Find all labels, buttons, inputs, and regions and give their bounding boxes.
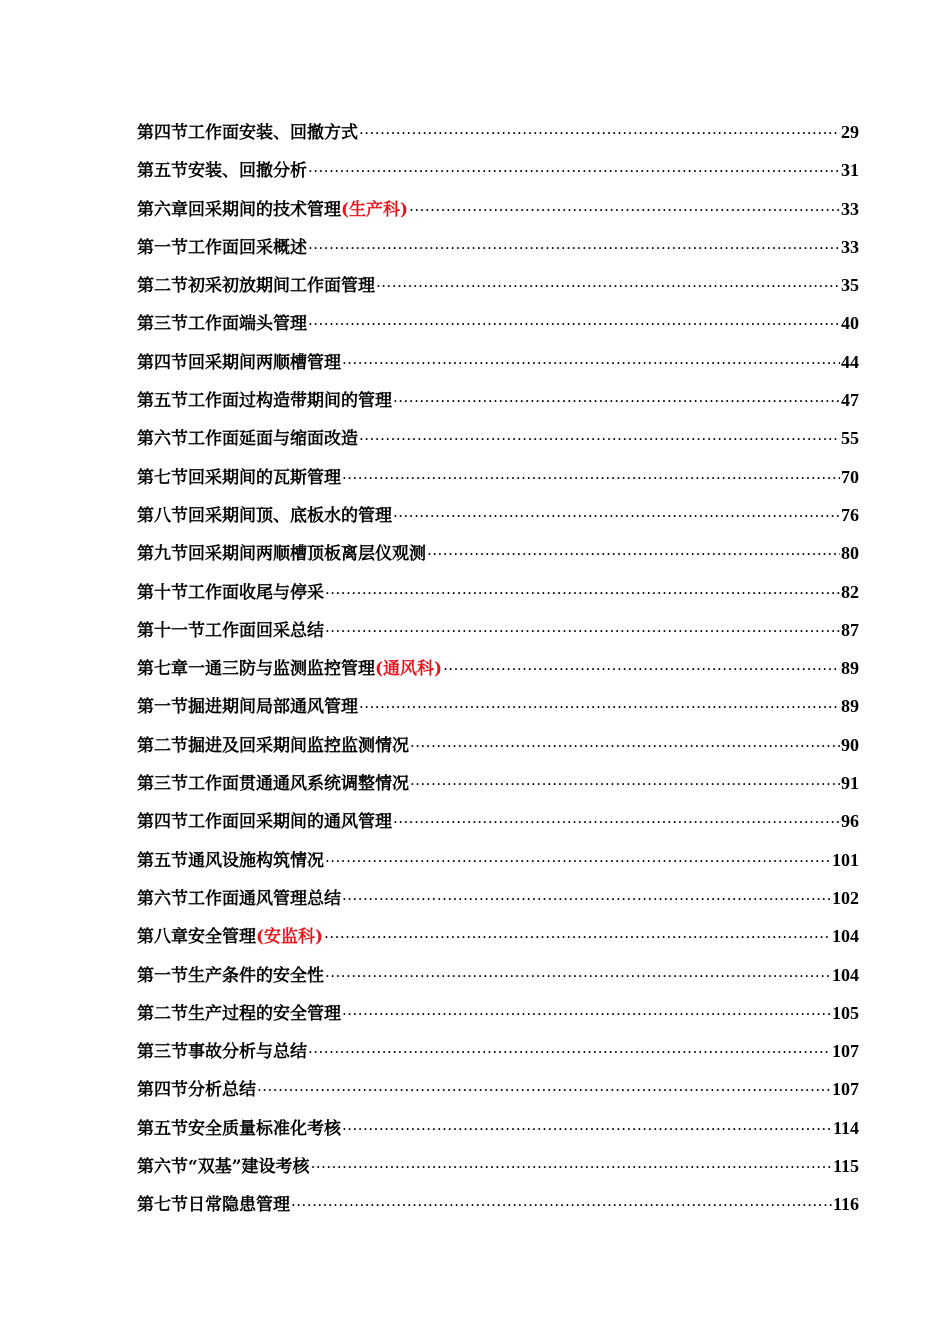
toc-dot-leader — [359, 124, 840, 142]
toc-dot-leader — [393, 507, 840, 525]
toc-dot-leader — [393, 813, 840, 831]
toc-entry-department: (通风科) — [375, 659, 443, 680]
toc-entry-label: 第七节 — [137, 467, 188, 488]
toc-entry-label: 第五节 — [137, 391, 188, 412]
toc-entry-label: 第六节 — [137, 888, 188, 909]
toc-entry[interactable] — [137, 271, 859, 309]
toc-entry-label: 第四节 — [137, 123, 188, 143]
toc-entry-label: 第五节 — [137, 850, 188, 871]
toc-entry-label: 第一节 — [137, 965, 188, 986]
toc-entry-title: 工作面回采概述 — [188, 237, 307, 258]
toc-entry-title: 事故分析与总结 — [188, 1042, 307, 1063]
toc-entry[interactable] — [137, 539, 859, 577]
toc-entry-title: 安装、回撤分析 — [188, 161, 307, 182]
toc-entry-page: 31 — [841, 160, 859, 181]
toc-entry-title: 一通三防与监测监控管理 — [188, 659, 375, 680]
toc-entry[interactable] — [137, 731, 859, 769]
toc-entry-title: 生产条件的安全性 — [188, 965, 324, 986]
toc-entry-page: 40 — [841, 313, 859, 334]
toc-entry-page: 55 — [841, 428, 859, 449]
toc-entry-title: “双基”建设考核 — [188, 1157, 310, 1178]
toc-dot-leader — [325, 852, 831, 870]
toc-entry-page: 101 — [832, 849, 859, 870]
toc-entry-chapter[interactable] — [137, 922, 859, 960]
toc-entry-department: (安监科) — [256, 927, 324, 948]
toc-dot-leader — [342, 354, 840, 372]
toc-entry-page: 87 — [841, 619, 859, 640]
toc-entry-chapter[interactable] — [137, 654, 859, 692]
toc-entry-title: 回采期间两顺槽管理 — [188, 352, 341, 373]
toc-entry-title: 通风设施构筑情况 — [188, 850, 324, 871]
toc-entry-page: 96 — [841, 811, 859, 832]
toc-entry-page: 105 — [832, 1002, 859, 1023]
toc-entry-label: 第五节 — [137, 1118, 188, 1139]
toc-entry-label: 第九节 — [137, 544, 188, 565]
toc-entry-department: (生产科) — [341, 199, 409, 220]
toc-entry[interactable] — [137, 501, 859, 539]
toc-entry-title: 日常隐患管理 — [188, 1195, 290, 1216]
toc-dot-leader — [257, 1081, 831, 1099]
toc-entry-label: 第五节 — [137, 161, 188, 182]
toc-entry-title: 工作面安装、回撤方式 — [188, 123, 358, 143]
toc-entry-title: 掘进及回采期间监控监测情况 — [188, 735, 409, 756]
toc-entry[interactable] — [137, 999, 859, 1037]
toc-entry[interactable] — [137, 348, 859, 386]
toc-dot-leader — [410, 775, 840, 793]
toc-dot-leader — [409, 201, 840, 219]
toc-dot-leader — [393, 392, 840, 410]
toc-entry-title: 工作面端头管理 — [188, 314, 307, 335]
toc-entry-page: 115 — [832, 1156, 859, 1177]
toc-entry[interactable] — [137, 807, 859, 845]
toc-dot-leader — [443, 660, 840, 678]
toc-entry[interactable] — [137, 118, 859, 156]
toc-entry-title: 回采期间的瓦斯管理 — [188, 467, 341, 488]
toc-entry-label: 第六章 — [137, 199, 188, 220]
toc-entry-title: 工作面收尾与停采 — [188, 582, 324, 603]
toc-entry-page: 91 — [841, 773, 859, 794]
toc-entry-title: 工作面通风管理总结 — [188, 888, 341, 909]
toc-entry-label: 第六节 — [137, 429, 188, 450]
toc-entry-title: 初采初放期间工作面管理 — [188, 276, 375, 297]
toc-entry-label: 第三节 — [137, 1042, 188, 1063]
toc-entry-title: 回采期间顶、底板水的管理 — [188, 505, 392, 526]
toc-entry-title: 工作面回采总结 — [205, 620, 324, 641]
toc-entry-chapter[interactable] — [137, 195, 859, 233]
toc-dot-leader — [291, 1196, 832, 1214]
toc-entry[interactable] — [137, 846, 859, 884]
toc-entry-title: 掘进期间局部通风管理 — [188, 697, 358, 718]
toc-entry-title: 工作面贯通通风系统调整情况 — [188, 774, 409, 795]
toc-entry-label: 第二节 — [137, 735, 188, 756]
toc-entry-page: 70 — [841, 466, 859, 487]
toc-dot-leader — [342, 469, 840, 487]
toc-entry-page: 107 — [832, 1041, 859, 1062]
toc-entry-label: 第一节 — [137, 697, 188, 718]
toc-entry-title: 工作面回采期间的通风管理 — [188, 812, 392, 833]
toc-entry-title: 工作面过构造带期间的管理 — [188, 391, 392, 412]
toc-entry-label: 第二节 — [137, 276, 188, 297]
toc-entry-page: 35 — [841, 275, 859, 296]
toc-entry-page: 44 — [841, 351, 859, 372]
toc-entry[interactable] — [137, 233, 859, 271]
toc-entry-title: 回采期间的技术管理 — [188, 199, 341, 220]
toc-entry[interactable] — [137, 1075, 859, 1113]
toc-dot-leader — [376, 277, 840, 295]
toc-entry[interactable] — [137, 1152, 859, 1190]
toc-entry[interactable] — [137, 309, 859, 347]
toc-dot-leader — [427, 545, 840, 563]
toc-entry-label: 第十一节 — [137, 620, 205, 641]
toc-entry-page: 47 — [841, 390, 859, 411]
toc-dot-leader — [325, 584, 840, 602]
toc-entry[interactable] — [137, 1114, 859, 1152]
toc-entry-title: 生产过程的安全管理 — [188, 1003, 341, 1024]
toc-entry-title: 安全管理 — [188, 927, 256, 948]
toc-dot-leader — [359, 430, 840, 448]
toc-dot-leader — [410, 737, 840, 755]
toc-entry-label: 第八章 — [137, 927, 188, 948]
toc-entry-label: 第四节 — [137, 1080, 188, 1101]
toc-entry-label: 第六节 — [137, 1157, 188, 1178]
toc-dot-leader — [311, 1158, 832, 1176]
toc-entry-title: 分析总结 — [188, 1080, 256, 1101]
toc-entry-label: 第四节 — [137, 352, 188, 373]
toc-entry-label: 第二节 — [137, 1003, 188, 1024]
toc-dot-leader — [342, 890, 831, 908]
toc-entry[interactable] — [137, 578, 859, 616]
toc-entry-page: 114 — [832, 1117, 859, 1138]
toc-dot-leader — [308, 239, 840, 257]
toc-entry[interactable] — [137, 386, 859, 424]
toc-entry-page: 82 — [841, 581, 859, 602]
toc-entry-page: 76 — [841, 504, 859, 525]
toc-entry[interactable] — [137, 692, 859, 730]
toc-dot-leader — [308, 1043, 831, 1061]
toc-dot-leader — [325, 622, 840, 640]
toc-dot-leader — [342, 1120, 832, 1138]
toc-entry[interactable] — [137, 424, 859, 462]
toc-entry-title: 安全质量标准化考核 — [188, 1118, 341, 1139]
toc-entry[interactable] — [137, 961, 859, 999]
toc-entry[interactable] — [137, 463, 859, 501]
toc-entry-page: 102 — [832, 887, 859, 908]
toc-entry[interactable] — [137, 1190, 859, 1228]
toc-entry-label: 第七章 — [137, 659, 188, 680]
toc-entry-label: 第一节 — [137, 237, 188, 258]
toc-entry-title: 工作面延面与缩面改造 — [188, 429, 358, 450]
toc-entry-page: 104 — [832, 964, 859, 985]
toc-entry-page: 89 — [841, 696, 859, 717]
toc-dot-leader — [342, 1005, 831, 1023]
toc-entry-label: 第八节 — [137, 505, 188, 526]
toc-entry-page: 33 — [841, 198, 859, 219]
toc-entry[interactable] — [137, 884, 859, 922]
toc-dot-leader — [324, 928, 831, 946]
toc-entry-label: 第三节 — [137, 774, 188, 795]
toc-entry-label: 第七节 — [137, 1195, 188, 1216]
toc-dot-leader — [308, 315, 840, 333]
toc-entry-page: 107 — [832, 1079, 859, 1100]
table-of-contents — [137, 118, 859, 1229]
toc-entry-label: 第十节 — [137, 582, 188, 603]
toc-entry-page: 90 — [841, 734, 859, 755]
toc-entry-page: 80 — [841, 543, 859, 564]
toc-entry-label: 第四节 — [137, 812, 188, 833]
toc-entry-page: 116 — [832, 1194, 859, 1215]
toc-dot-leader — [359, 698, 840, 716]
toc-entry-page: 104 — [832, 926, 859, 947]
toc-entry[interactable] — [137, 616, 859, 654]
toc-entry-label: 第三节 — [137, 314, 188, 335]
toc-entry[interactable] — [137, 769, 859, 807]
toc-entry[interactable] — [137, 156, 859, 194]
toc-entry-title: 回采期间两顺槽顶板离层仪观测 — [188, 544, 426, 565]
toc-entry[interactable] — [137, 1037, 859, 1075]
toc-entry-page: 89 — [841, 658, 859, 679]
toc-entry-page: 29 — [841, 122, 859, 142]
toc-dot-leader — [325, 967, 831, 985]
toc-dot-leader — [308, 162, 840, 180]
toc-entry-page: 33 — [841, 236, 859, 257]
